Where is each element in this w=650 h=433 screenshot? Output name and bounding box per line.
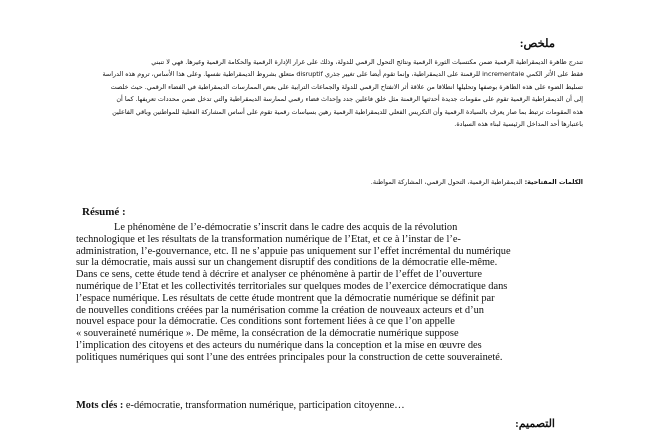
arabic-abstract-line: باعتبارها أحد المداخل الرئيسية لبناء هذه السيادة. <box>454 119 583 128</box>
french-keywords-text: e-démocratie, transformation numérique, participation citoyenne… <box>123 400 405 411</box>
french-keywords <box>76 400 405 412</box>
french-keywords-label: Mots clés : <box>76 400 124 411</box>
french-abstract-line: administration, l’e-gouvernance, etc. Il ne s’appuie pas uniquement sur l’effet incrémental du numérique <box>76 245 511 257</box>
french-abstract-line: sur la démocratie, mais aussi sur un changement disruptif des conditions de la démocratie elle-même. <box>76 257 498 269</box>
arabic-keywords-label: الكلمات المفتاحية: <box>524 178 583 186</box>
arabic-abstract-heading: ملخص: <box>519 38 555 50</box>
arabic-abstract-text <box>78 56 583 130</box>
arabic-abstract-line: فقط على الأثر الكمي incrementale للرقمنة على الديمقراطية، وإنما تقوم أيضا على تغيير جذري disruptif متعلق بشروط الديمقراطية نفسها. وعلى هذا الأساس، تروم هذه الدراسة <box>102 70 583 79</box>
french-abstract-line: l’espace numérique. Les résultats de cette étude montrent que la démocratie numérique se définit par <box>76 292 495 304</box>
arabic-keywords <box>78 176 583 188</box>
french-abstract-line: Le phénomène de l’e-démocratie s’inscrit dans le cadre des acquis de la révolution <box>114 222 458 233</box>
french-abstract-line: numérique de l’Etat et les collectivités territoriales sur quelques modes de l’exercice démocratique dans <box>76 280 508 292</box>
french-abstract-heading: Résumé : <box>82 206 126 218</box>
arabic-keywords-text: الديمقراطية الرقمية، التحول الرقمي، المشاركة المواطنة. <box>370 178 523 186</box>
french-abstract-line: de nouvelles conditions créées par la numérisation comme la création de nouveaux acteurs et d’un <box>76 304 484 316</box>
french-abstract-line: technologique et les résultats de la transformation numérique de l’Etat, et ce à l’instar de l’e- <box>76 233 461 245</box>
french-abstract-text <box>76 222 581 364</box>
french-abstract-line: Dans ce sens, cette étude tend à décrire et analyser ce phénomène à partir de l’effet de l’ouverture <box>76 269 482 281</box>
arabic-abstract-line: تندرج ظاهرة الديمقراطية الرقمية ضمن مكتسبات الثورة الرقمية ونتائج التحول الرقمي للدولة، وذلك على غرار الإدارة الرقمية والحكامة الرقمية وغيرها. فهي لا تنبني <box>151 58 583 66</box>
arabic-abstract-line: هذه المقومات ترتبط بما صار يعرف بالسيادة الرقمية وأن التكريس الفعلي للديمقراطية الرقمية رهين بسياسات رقمية تقوم على أساس المشاركة الفعلية للمواطنين وباقي الفاعلين <box>112 107 583 116</box>
arabic-abstract-line: تسليط الضوء على هذه الظاهرة بوصفها وتحليلها انطلاقا من علاقة أثر الانفتاح الرقمي للدولة والجماعات الترابية على بعض الممارسات الديمقراطية في الفضاء الرقمي. حيث خلصت <box>110 82 583 91</box>
french-abstract-line: nouvel espace pour la démocratie. Ces conditions sont fortement liées à ce que l’on appelle <box>76 316 455 328</box>
arabic-abstract-line: إلى أن الديمقراطية الرقمية تقوم على مقومات جديدة أحدثتها الرقمنة مثل خلق فاعلين جدد وإحداث فضاء رقمي لممارسة الديمقراطية والتي تدخل ضمن محددات تعريفها. كما أن <box>116 95 583 104</box>
french-abstract-line: politiques numériques qui sont l’une des entrées principales pour la construction de cette souveraineté. <box>76 351 503 363</box>
french-abstract-line: « souveraineté numérique ». De même, la consécration de la démocratie numérique suppose <box>76 328 459 340</box>
arabic-section-heading: التصميم: <box>515 418 555 430</box>
french-abstract-line: l’implication des citoyens et des acteurs du numérique dans la conception et la mise en œuvre des <box>76 339 482 351</box>
